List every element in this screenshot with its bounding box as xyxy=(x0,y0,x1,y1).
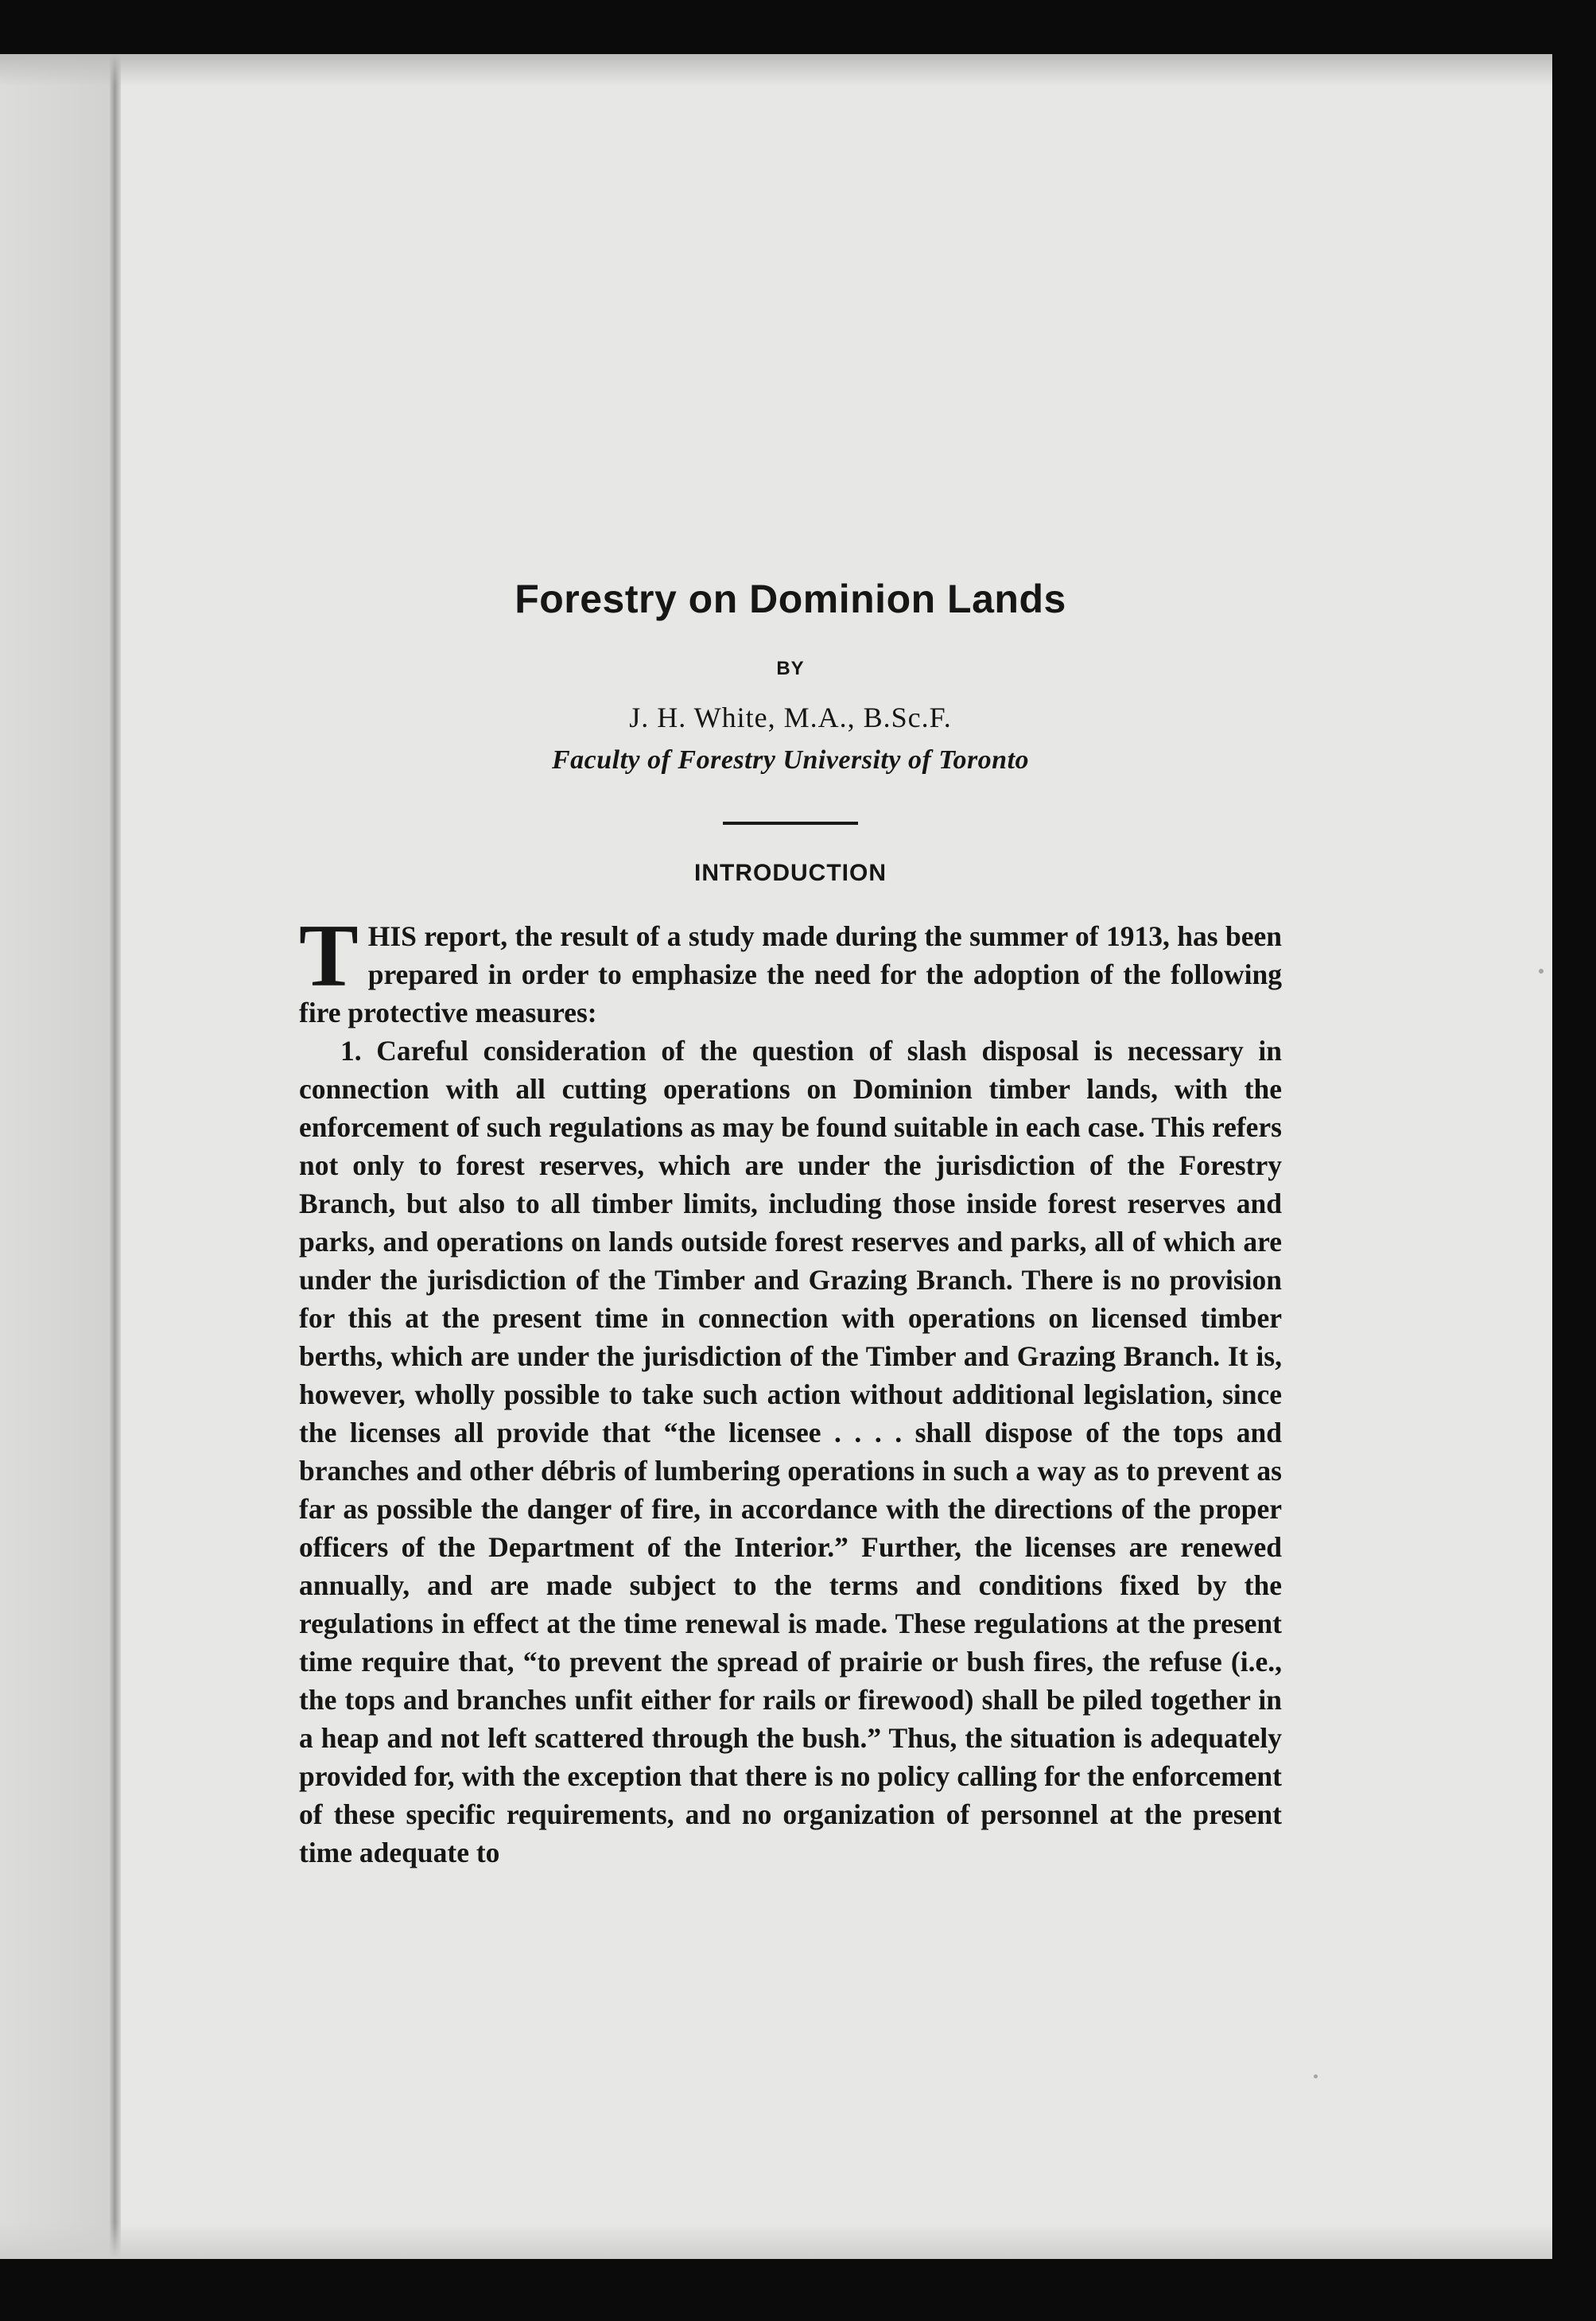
top-shadow xyxy=(0,54,1552,86)
article xyxy=(299,507,1282,1872)
scan-speck xyxy=(1539,969,1544,974)
scanned-page xyxy=(0,54,1552,2259)
author-name: J. H. White, M.A., B.Sc.F. xyxy=(629,702,952,733)
section-heading: INTRODUCTION xyxy=(694,860,887,886)
body-text xyxy=(299,907,1282,1872)
intro-paragraph-text: HIS report, the result of a study made during the summer of 1913, has been prepared in order to emphasize the need for the adoption of the following fire protective measures: xyxy=(299,920,1282,1028)
left-facing-page-edge xyxy=(0,54,110,2259)
title-divider xyxy=(723,822,858,825)
article-title: Forestry on Dominion Lands xyxy=(515,577,1066,621)
binding-fold xyxy=(110,54,121,2259)
intro-paragraph xyxy=(299,907,1282,1032)
scan-speck xyxy=(1314,2074,1318,2078)
drop-cap: T xyxy=(299,907,359,1005)
measure-1-paragraph: 1. Careful consideration of the question of slash disposal is necessary in connection with all cutting operations on Dominion timber lands, with the enforcement of such regulations as may be found suitable in each case. This refers not only to forest reserves, which are under the jurisdiction of the Forestry Branch, but also to all timber limits, including those inside forest reserves and parks, and operations on lands outside forest reserves and parks, all of which are under the jurisdiction of the Timber and Grazing Branch. There is no provision for this at the present time in connection with operations on licensed timber berths, which are under the jurisdiction of the Timber and Grazing Branch. It is, however, wholly possible to take such action without additional legislation, since the licenses all provide that “the licensee . . . . shall dispose of the tops and branches and other débris of lumbering operations in such a way as to prevent as far as possible the danger of fire, in accordance with the directions of the proper officers of the Department of the Interior.” Further, the licenses are renewed annually, and are made subject to the terms and conditions fixed by the regulations in effect at the time renewal is made. These regulations at the present time require that, “to prevent the spread of prairie or bush fires, the refuse (i.e., the tops and branches unfit either for rails or firewood) shall be piled together in a heap and not left scattered through the bush.” Thus, the situation is adequately provided for, with the exception that there is no policy calling for the enforcement of these specific requirements, and no organization of personnel at the present time adequate to xyxy=(299,1035,1282,1868)
bottom-shadow xyxy=(0,2222,1552,2259)
author-affiliation: Faculty of Forestry University of Toronto xyxy=(551,745,1030,775)
byline: BY xyxy=(776,658,805,679)
